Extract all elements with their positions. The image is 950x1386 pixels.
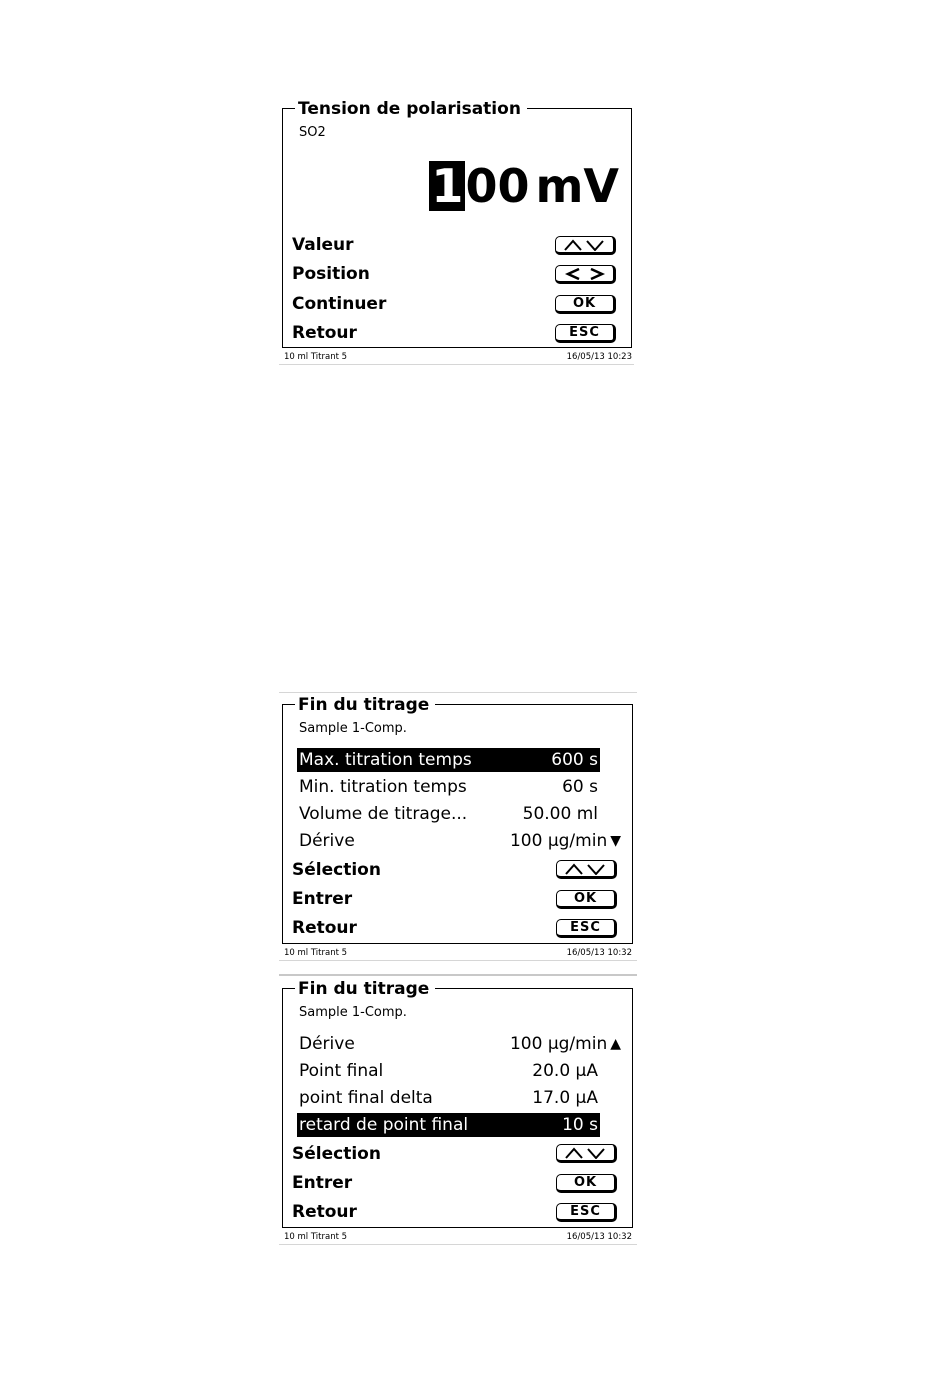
menu-label-selection: Sélection	[292, 860, 381, 880]
scroll-up-icon: ▲	[610, 1036, 621, 1052]
param-value-wrap	[510, 1034, 621, 1054]
dialog-title: Fin du titrage	[295, 696, 435, 714]
value-unit: mV	[535, 159, 619, 213]
param-value: 100 µg/min	[509, 1034, 608, 1054]
status-datetime: 16/05/13 10:32	[566, 1232, 632, 1242]
param-row-max-titration-time[interactable]	[297, 748, 600, 772]
param-value: 50.00 ml	[522, 804, 598, 824]
esc-key[interactable]: ESC	[556, 1203, 617, 1222]
status-divider	[279, 1244, 637, 1245]
param-value-wrap	[510, 831, 621, 851]
param-label: Min. titration temps	[299, 777, 467, 797]
status-titrant: 10 ml Titrant 5	[284, 948, 348, 958]
dialog-subtitle: SO2	[299, 125, 326, 140]
dialog-subtitle: Sample 1-Comp.	[299, 721, 407, 736]
param-label: Max. titration temps	[299, 750, 472, 770]
param-label: retard de point final	[299, 1115, 469, 1135]
menu-label-retour: Retour	[292, 323, 357, 343]
menu-label-retour: Retour	[292, 918, 357, 938]
ok-key[interactable]: OK	[556, 890, 617, 909]
screen-polarization-voltage	[279, 100, 634, 366]
param-label: Dérive	[299, 831, 355, 851]
param-row-drift[interactable]	[297, 1032, 623, 1056]
screen-end-of-titration-1	[279, 695, 637, 963]
dialog-title: Fin du titrage	[295, 980, 435, 998]
param-row-end-point[interactable]	[297, 1059, 600, 1083]
menu-label-continuer: Continuer	[292, 294, 387, 314]
status-titrant: 10 ml Titrant 5	[284, 1232, 348, 1242]
left-right-arrows-icon	[563, 268, 607, 280]
menu-label-selection: Sélection	[292, 1144, 381, 1164]
dialog-frame	[282, 979, 633, 1228]
menu-label-entrer: Entrer	[292, 889, 353, 909]
param-row-titration-volume[interactable]	[297, 802, 600, 826]
scroll-down-icon: ▼	[610, 833, 621, 849]
up-down-arrows-key[interactable]	[555, 236, 616, 255]
left-right-arrows-key[interactable]	[555, 265, 616, 284]
up-down-arrows-icon	[564, 863, 608, 875]
param-value: 20.0 µA	[532, 1061, 598, 1081]
up-down-arrows-icon	[564, 1147, 608, 1159]
menu-label-position: Position	[292, 264, 370, 284]
dialog-subtitle: Sample 1-Comp.	[299, 1005, 407, 1020]
value-digits: 00	[465, 159, 530, 213]
up-down-arrows-key[interactable]	[556, 860, 617, 879]
param-row-end-point-delta[interactable]	[297, 1086, 600, 1110]
screen-separator	[279, 974, 637, 976]
menu-label-entrer: Entrer	[292, 1173, 353, 1193]
param-value: 60 s	[562, 777, 598, 797]
voltage-value-editor[interactable]	[429, 161, 619, 211]
param-row-drift[interactable]	[297, 829, 623, 853]
param-label: Volume de titrage...	[299, 804, 468, 824]
param-label: Dérive	[299, 1034, 355, 1054]
ok-key[interactable]: OK	[556, 1174, 617, 1193]
dialog-title: Tension de polarisation	[295, 100, 527, 118]
param-value: 100 µg/min	[509, 831, 608, 851]
esc-key[interactable]: ESC	[555, 324, 616, 343]
param-label: Point final	[299, 1061, 384, 1081]
menu-label-retour: Retour	[292, 1202, 357, 1222]
status-datetime: 16/05/13 10:23	[566, 352, 632, 362]
esc-key[interactable]: ESC	[556, 919, 617, 938]
status-datetime: 16/05/13 10:32	[566, 948, 632, 958]
status-titrant: 10 ml Titrant 5	[284, 352, 348, 362]
cursor-digit[interactable]: 1	[431, 159, 464, 213]
param-row-end-point-delay[interactable]	[297, 1113, 600, 1137]
menu-label-valeur: Valeur	[292, 235, 354, 255]
dialog-frame	[282, 695, 633, 944]
param-label: point final delta	[299, 1088, 433, 1108]
up-down-arrows-icon	[563, 239, 607, 251]
param-row-min-titration-time[interactable]	[297, 775, 600, 799]
status-divider	[279, 364, 634, 365]
screen-separator	[279, 692, 637, 693]
param-value: 600 s	[551, 750, 598, 770]
up-down-arrows-key[interactable]	[556, 1144, 617, 1163]
screen-end-of-titration-2	[279, 979, 637, 1247]
param-value: 17.0 µA	[532, 1088, 598, 1108]
dialog-frame	[282, 99, 632, 348]
ok-key[interactable]: OK	[555, 295, 616, 314]
status-divider	[279, 960, 637, 961]
param-value: 10 s	[562, 1115, 598, 1135]
